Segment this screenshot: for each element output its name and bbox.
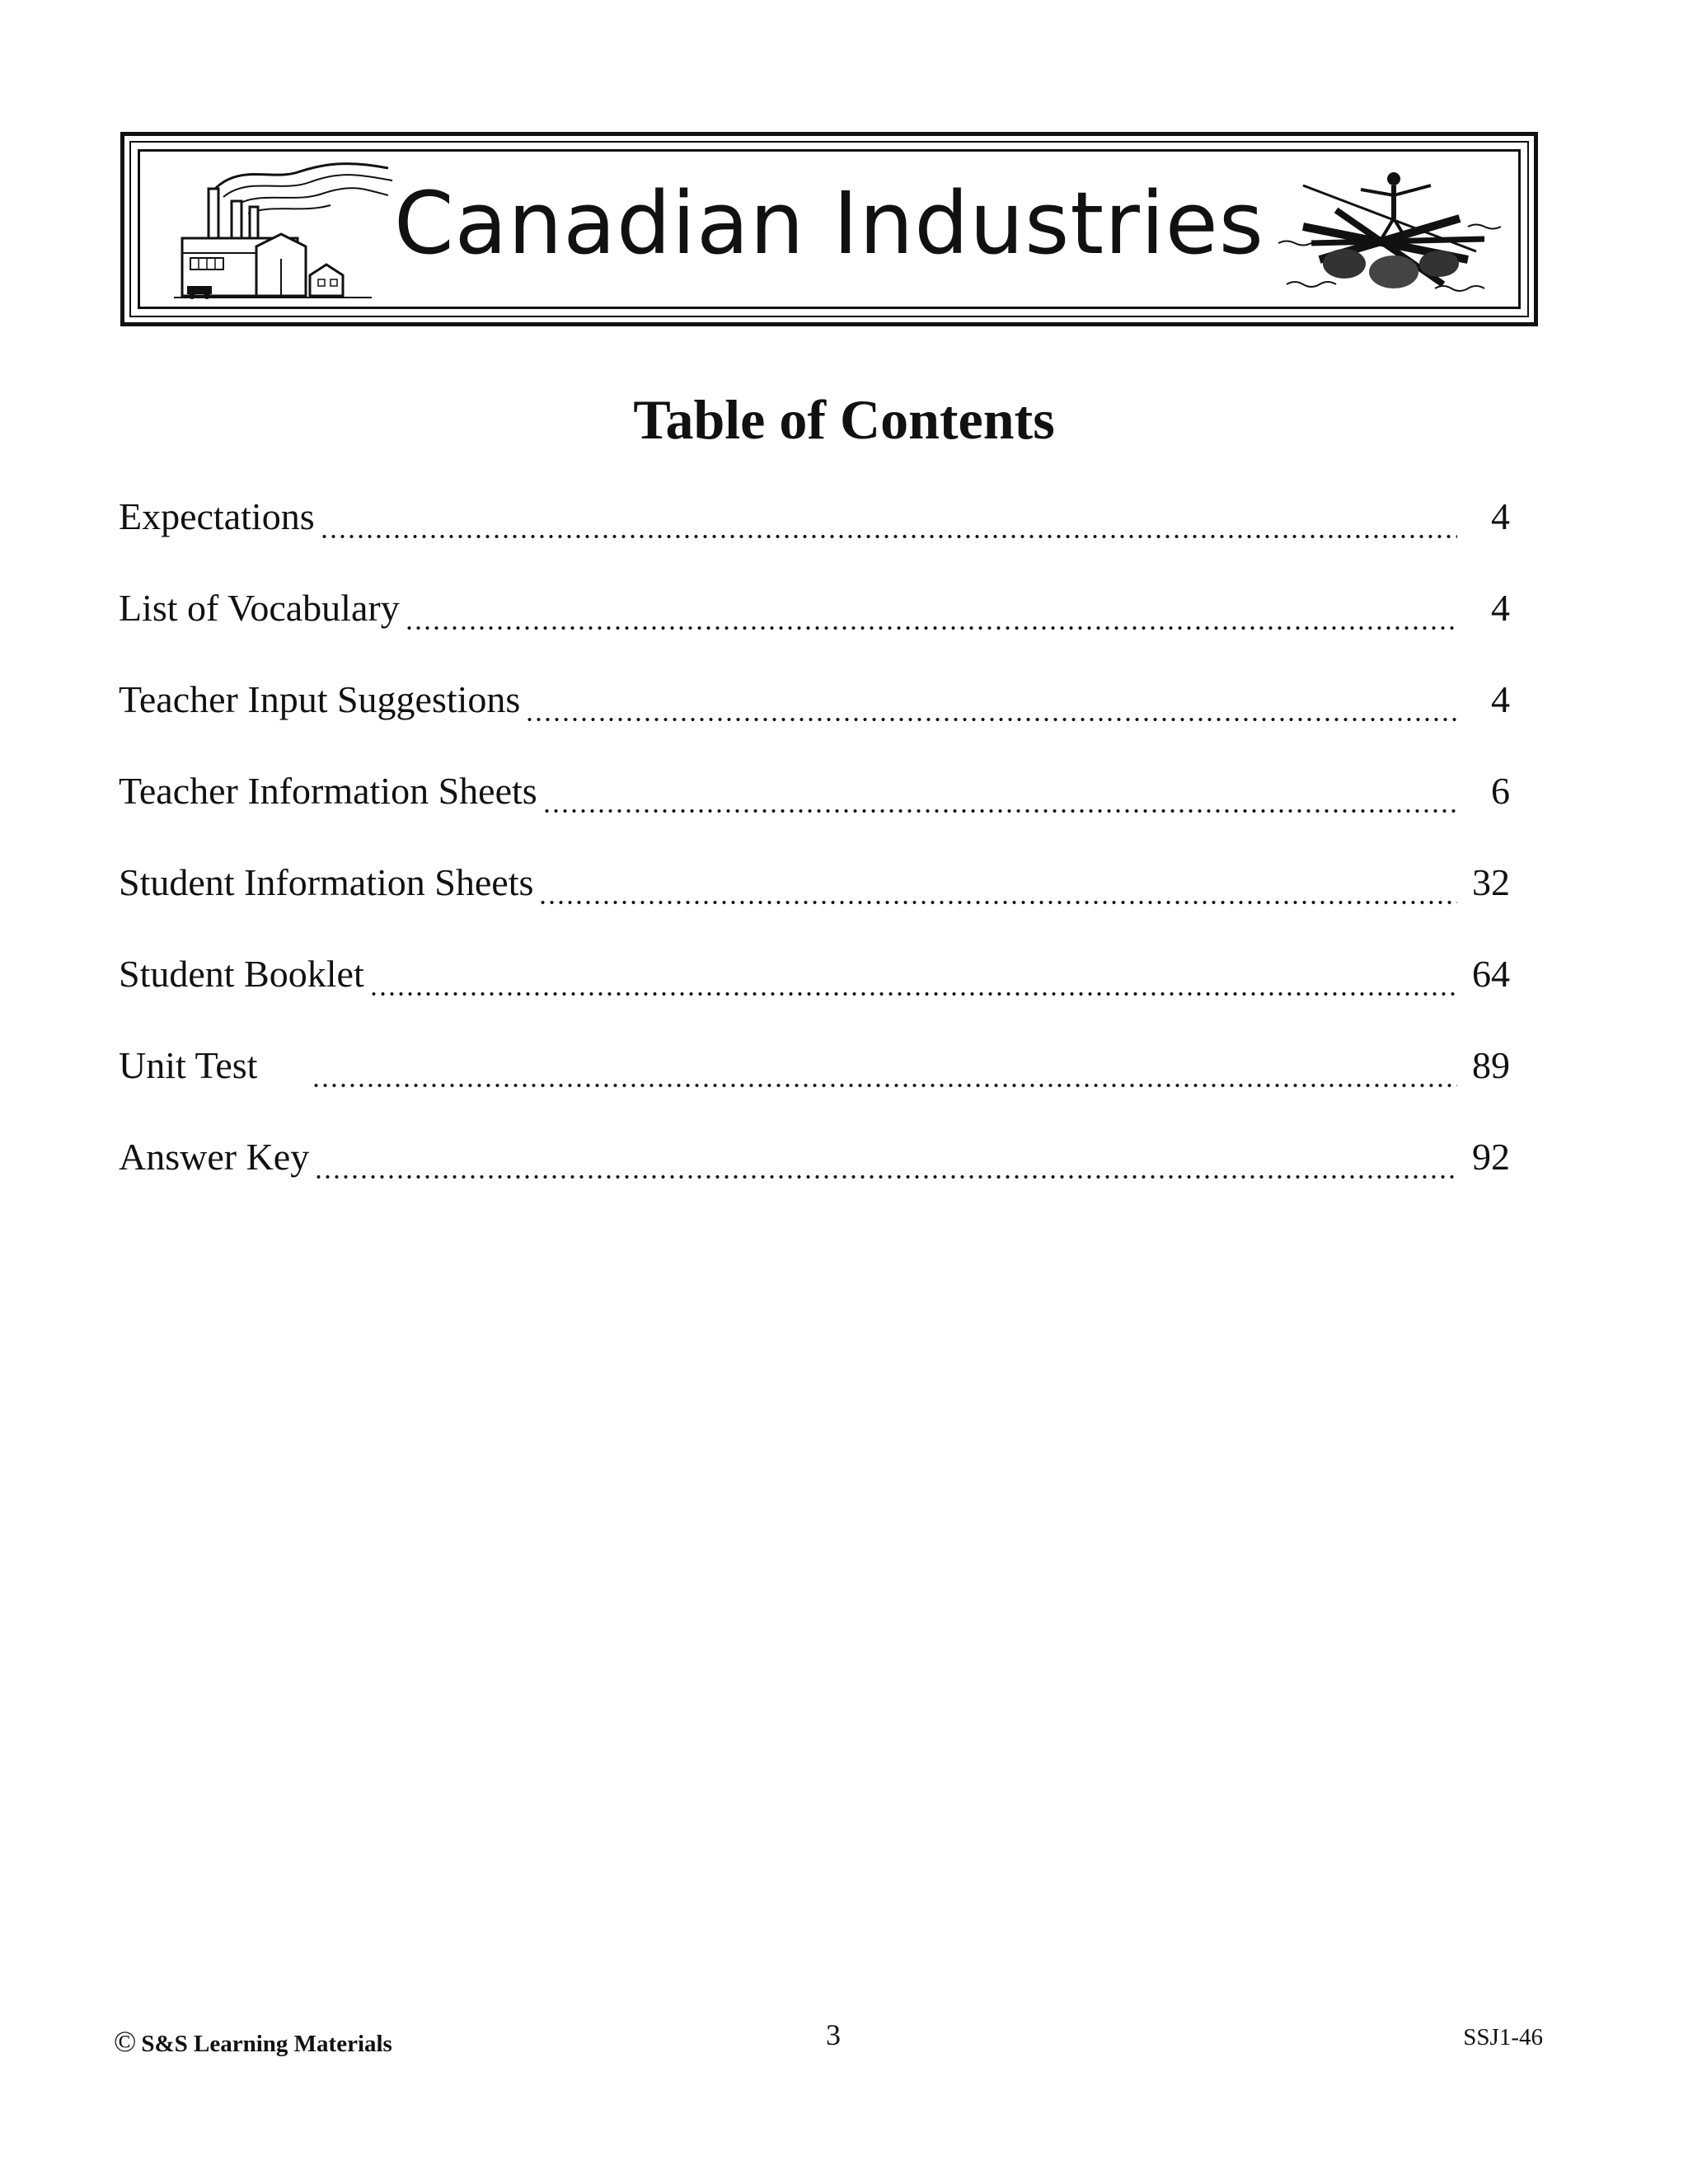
toc-entry-page: 4 xyxy=(1491,678,1510,720)
toc-entry xyxy=(119,769,1510,827)
publisher-name: S&S Learning Materials xyxy=(141,2031,392,2057)
copyright-icon: © xyxy=(114,2025,137,2058)
log-raft-icon xyxy=(1270,161,1509,301)
toc-entry xyxy=(119,860,1510,918)
footer-page-number: 3 xyxy=(826,2018,841,2051)
toc-entry-page: 32 xyxy=(1472,861,1510,903)
toc-entry-label: Teacher Information Sheets xyxy=(119,770,537,812)
dot-leader xyxy=(405,626,1457,630)
dot-leader xyxy=(525,717,1457,722)
toc-entry xyxy=(119,494,1510,552)
dot-leader xyxy=(320,534,1457,539)
dot-leader xyxy=(542,808,1457,813)
toc-entry-page: 89 xyxy=(1472,1044,1510,1086)
toc-entry-label: Unit Test xyxy=(119,1044,258,1086)
toc-entry xyxy=(119,952,1510,1010)
toc-entry xyxy=(119,677,1510,735)
toc-entry-label: Expectations xyxy=(119,495,315,537)
toc-entry xyxy=(119,586,1510,644)
footer-publisher xyxy=(114,2024,392,2059)
dot-leader xyxy=(314,1174,1457,1179)
header-banner xyxy=(120,132,1538,326)
toc-entry-page: 6 xyxy=(1491,770,1510,812)
dot-leader xyxy=(369,991,1457,996)
banner-title: Canadian Industries xyxy=(394,173,1264,274)
toc-entry-label: Teacher Input Suggestions xyxy=(119,678,521,720)
toc-entry xyxy=(119,1043,1510,1101)
toc-entry-label: Answer Key xyxy=(119,1136,310,1178)
toc-entry-page: 4 xyxy=(1491,587,1510,629)
toc-entry-page: 92 xyxy=(1472,1136,1510,1178)
dot-leader xyxy=(538,900,1457,905)
footer-code: SSJ1-46 xyxy=(1463,2024,1543,2050)
toc-entry xyxy=(119,1135,1510,1193)
toc-entry-label: Student Booklet xyxy=(119,953,364,995)
toc-title: Table of Contents xyxy=(633,388,1055,451)
dot-leader xyxy=(312,1083,1457,1088)
toc-entry-page: 4 xyxy=(1491,495,1510,537)
toc-entry-label: Student Information Sheets xyxy=(119,861,534,903)
toc-entry-page: 64 xyxy=(1472,953,1510,995)
toc-entry-label: List of Vocabulary xyxy=(119,587,400,629)
